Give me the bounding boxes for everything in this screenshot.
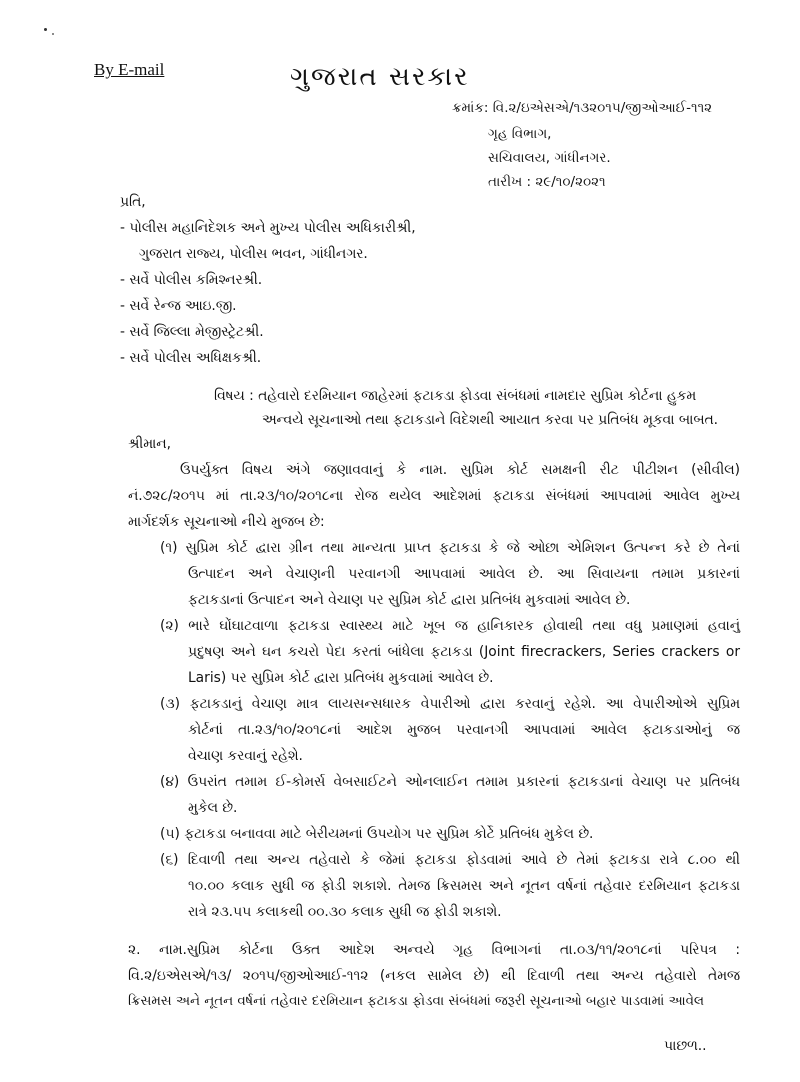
office-address: સચિવાલય, ગાંધીનગર. bbox=[488, 150, 611, 166]
guideline-line: કોર્ટનાં તા.૨૩/૧૦/૨૦૧૮નાં આદેશ મુજબ પરવાનગી આપવામાં આવેલ ફટાકડાઓનું જ bbox=[188, 722, 740, 738]
recipient-item: - સર્વે જિલ્લા મેજીસ્ટ્રેટશ્રી. bbox=[120, 324, 264, 340]
guideline-line: (૫) ફટાકડા બનાવવા માટે બેરીયમનાં ઉપયોગ પર સુપ્રિમ કોર્ટે પ્રતિબંધ મુકેલ છે. bbox=[160, 826, 594, 842]
paragraph-2-line: વિ.૨/ઇએસએ/૧૩/ ૨૦૧૫/જીઓઆઈ-૧૧૨ (નકલ સામેલ છે) થી દિવાળી તથા અન્ય તહેવારો તેમજ bbox=[128, 968, 740, 984]
guideline-line: પ્રદુષણ અને ઘન કચરો પેદા કરતાં બાંધેલા ફટાકડા (Joint firecrackers, Series crackers or bbox=[188, 644, 740, 660]
guideline-line: (૩) ફટાકડાનું વેચાણ માત્ર લાયસન્સધારક વેપારીઓ દ્વારા કરવાનું રહેશે. આ વેપારીઓએ સુપ્રિમ bbox=[160, 696, 740, 712]
subject-line: વિષય : તહેવારો દરમિયાન જાહેરમાં ફટાકડા ફોડવા સંબંધમાં નામદાર સુપ્રિમ કોર્ટના હુકમ bbox=[214, 388, 697, 404]
recipient-item: - સર્વે પોલીસ કમિશ્નરશ્રી. bbox=[120, 272, 263, 288]
letter-date: તારીખ : ૨૯/૧૦/૨૦૨૧ bbox=[488, 174, 606, 190]
guideline-line: ફટાકડાનાં ઉત્પાદન અને વેચાણ પર સુપ્રિમ કોર્ટ દ્વારા પ્રતિબંધ મુકવામાં આવેલ છે. bbox=[188, 592, 631, 608]
scan-speck bbox=[44, 28, 47, 31]
intro-line: ઉપર્યુક્ત વિષય અંગે જણાવવાનું કે નામ. સુપ્રિમ કોર્ટ સમક્ષની રીટ પીટીશન (સીવીલ) bbox=[180, 462, 740, 478]
intro-line: માર્ગદર્શક સૂચનાઓ નીચે મુજબ છે: bbox=[128, 514, 325, 530]
guideline-line: ૧૦.૦૦ કલાક સુધી જ ફોડી શકાશે. તેમજ ક્રિસમસ અને નૂતન વર્ષનાં તહેવાર દરમિયાન ફટાકડા bbox=[188, 878, 740, 894]
guideline-line: (૨) ભારે ઘોંઘાટવાળા ફટાકડા સ્વાસ્થ્ય માટે ખૂબ જ હાનિકારક હોવાથી તથા વધુ પ્રમાણમાં હવાનું bbox=[160, 618, 740, 634]
guideline-line: મુકેલ છે. bbox=[188, 800, 238, 816]
guideline-line: (૪) ઉપરાંત તમામ ઈ-કોમર્સ વેબસાઈટને ઓનલાઈન તમામ પ્રકારનાં ફટાકડાનાં વેચાણ પર પ્રતિબંધ bbox=[160, 774, 740, 790]
guideline-line: (૬) દિવાળી તથા અન્ય તહેવારો કે જેમાં ફટાકડા ફોડવામાં આવે છે તેમાં ફટાકડા રાત્રે ૮.૦૦ થી bbox=[160, 852, 740, 868]
guideline-line: વેચાણ કરવાનું રહેશે. bbox=[188, 748, 303, 764]
intro-line: નં.૭૨૮/૨૦૧૫ માં તા.૨૩/૧૦/૨૦૧૮ના રોજ થયેલ આદેશમાં ફટાકડા સંબંધમાં આપવામાં આવેલ મુખ્ય bbox=[128, 488, 740, 504]
recipient-item: ગુજરાત રાજ્ય, પોલીસ ભવન, ગાંધીનગર. bbox=[139, 246, 368, 262]
paragraph-2-line: ક્રિસમસ અને નૂતન વર્ષનાં તહેવાર દરમિયાન ફટાકડા ફોડવા સંબંધમાં જરૂરી સૂચનાઓ બહાર પાડવામાં આવેલ bbox=[128, 994, 705, 1009]
scan-speck bbox=[52, 33, 54, 35]
recipient-item: - સર્વે રેન્જ આઇ.જી. bbox=[120, 298, 237, 314]
paragraph-2-line: ૨. નામ.સુપ્રિમ કોર્ટના ઉક્ત આદેશ અન્વયે ગૃહ વિભાગનાં તા.૦૩/૧૧/૨૦૧૮નાં પરિપત્ર : bbox=[128, 942, 740, 958]
guideline-line: Laris) પર સુપ્રિમ કોર્ટ દ્વારા પ્રતિબંધ મુકવામાં આવેલ છે. bbox=[188, 670, 494, 686]
salutation: શ્રીમાન, bbox=[128, 436, 171, 452]
continued-marker: પાછળ.. bbox=[664, 1038, 707, 1054]
recipients-heading: પ્રતિ, bbox=[120, 194, 146, 210]
recipient-item: - સર્વે પોલીસ અધિક્ષકશ્રી. bbox=[120, 350, 262, 366]
department: ગૃહ વિભાગ, bbox=[488, 126, 552, 142]
subject-line: અન્વયે સૂચનાઓ તથા ફટાકડાને વિદેશથી આયાત કરવા પર પ્રતિબંધ મૂકવા બાબત. bbox=[262, 412, 718, 428]
page-title: ગુજરાત સરકાર bbox=[290, 62, 470, 92]
delivery-method: By E-mail bbox=[94, 60, 165, 79]
guideline-line: (૧) સુપ્રિમ કોર્ટ દ્વારા ગ્રીન તથા માન્યતા પ્રાપ્ત ફટાકડા કે જે ઓછા એમિશન ઉત્પન્ન કરે છે તેનાં bbox=[160, 540, 740, 556]
recipient-item: - પોલીસ મહાનિદેશક અને મુખ્ય પોલીસ અધિકારીશ્રી, bbox=[120, 220, 416, 236]
reference-number: ક્રમાંક: વિ.૨/ઇએસએ/૧૩૨૦૧૫/જીઓઆઈ-૧૧૨ bbox=[452, 100, 713, 116]
guideline-line: ઉત્પાદન અને વેચાણની પરવાનગી આપવામાં આવેલ છે. આ સિવાયના તમામ પ્રકારનાં bbox=[188, 566, 740, 582]
guideline-line: રાત્રે ૨૩.૫૫ કલાકથી ૦૦.૩૦ કલાક સુધી જ ફોડી શકાશે. bbox=[188, 904, 502, 920]
